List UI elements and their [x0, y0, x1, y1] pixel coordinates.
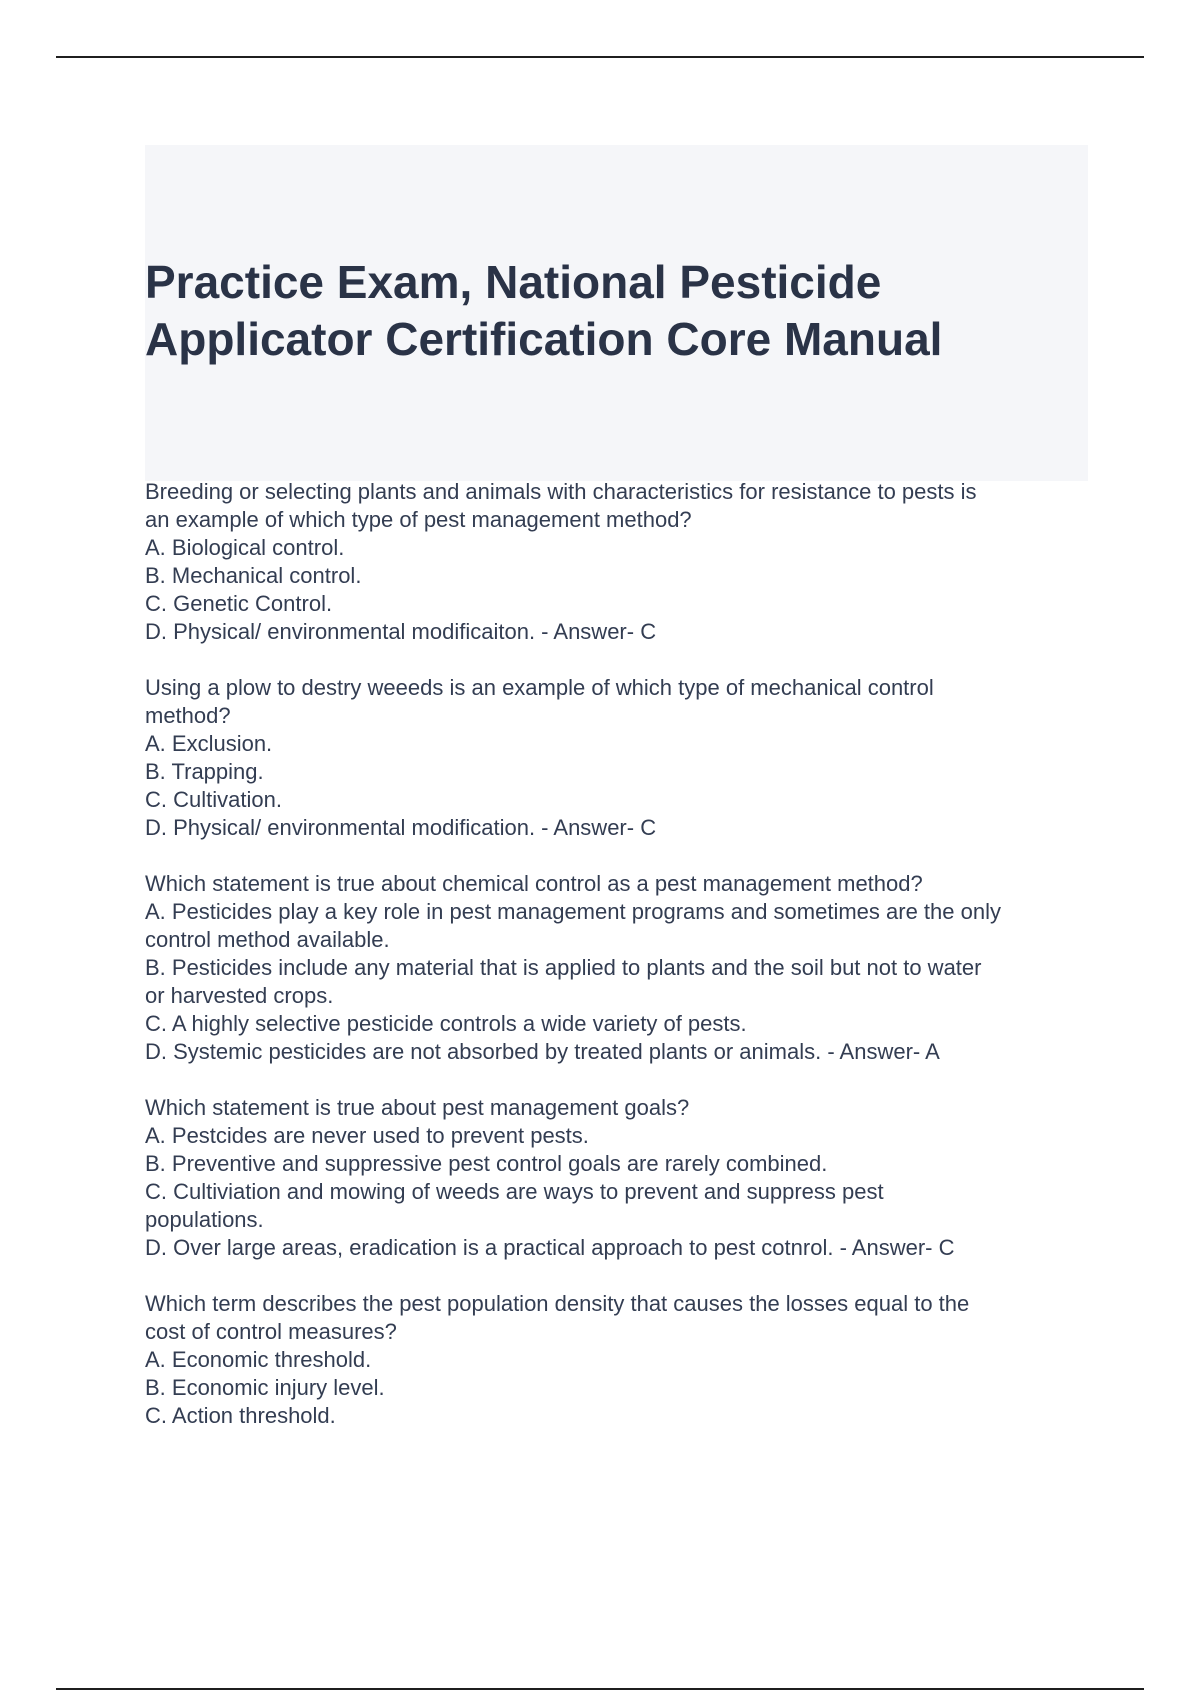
answer-option: control method available. [145, 927, 390, 952]
title-line: Applicator Certification Core Manual [145, 313, 943, 365]
answer-option: C. A highly selective pesticide controls a wide variety of pests. [145, 1011, 747, 1036]
top-divider [56, 56, 1144, 58]
answer-option: or harvested crops. [145, 983, 334, 1008]
answer-option: A. Economic threshold. [145, 1347, 372, 1372]
question-block [145, 1094, 1095, 1262]
question-text: an example of which type of pest management method? [145, 507, 692, 532]
answer-option: B. Pesticides include any material that is applied to plants and the soil but not to water [145, 955, 982, 980]
answer-option: populations. [145, 1207, 264, 1232]
question-text: cost of control measures? [145, 1319, 397, 1344]
title-line: Practice Exam, National Pesticide [145, 256, 882, 308]
question-text: Which statement is true about chemical control as a pest management method? [145, 871, 923, 896]
document-title [145, 254, 1088, 368]
question-block [145, 478, 1095, 646]
question-text: method? [145, 703, 231, 728]
answer-option: C. Genetic Control. [145, 591, 333, 616]
answer-option: C. Action threshold. [145, 1403, 336, 1428]
question-list [145, 478, 1095, 1458]
answer-option: A. Exclusion. [145, 731, 273, 756]
question-block [145, 674, 1095, 842]
answer-option: A. Pestcides are never used to prevent pests. [145, 1123, 589, 1148]
answer-option: B. Economic injury level. [145, 1375, 385, 1400]
answer-option: D. Physical/ environmental modificaiton. - Answer- C [145, 619, 657, 644]
answer-option: A. Biological control. [145, 535, 345, 560]
answer-option: B. Trapping. [145, 759, 264, 784]
question-text: Using a plow to destry weeeds is an example of which type of mechanical control [145, 675, 934, 700]
question-text: Which statement is true about pest management goals? [145, 1095, 690, 1120]
question-block [145, 1290, 1095, 1430]
bottom-divider [56, 1688, 1144, 1690]
answer-option: D. Physical/ environmental modification. - Answer- C [145, 815, 657, 840]
answer-option: B. Preventive and suppressive pest control goals are rarely combined. [145, 1151, 828, 1176]
question-text: Breeding or selecting plants and animals with characteristics for resistance to pests is [145, 479, 977, 504]
answer-option: C. Cultiviation and mowing of weeds are ways to prevent and suppress pest [145, 1179, 884, 1204]
answer-option: A. Pesticides play a key role in pest management programs and sometimes are the only [145, 899, 1001, 924]
answer-option: B. Mechanical control. [145, 563, 362, 588]
question-block [145, 870, 1095, 1066]
answer-option: C. Cultivation. [145, 787, 282, 812]
answer-option: D. Systemic pesticides are not absorbed by treated plants or animals. - Answer- A [145, 1039, 940, 1064]
question-text: Which term describes the pest population density that causes the losses equal to the [145, 1291, 970, 1316]
answer-option: D. Over large areas, eradication is a practical approach to pest cotnrol. - Answer- C [145, 1235, 955, 1260]
